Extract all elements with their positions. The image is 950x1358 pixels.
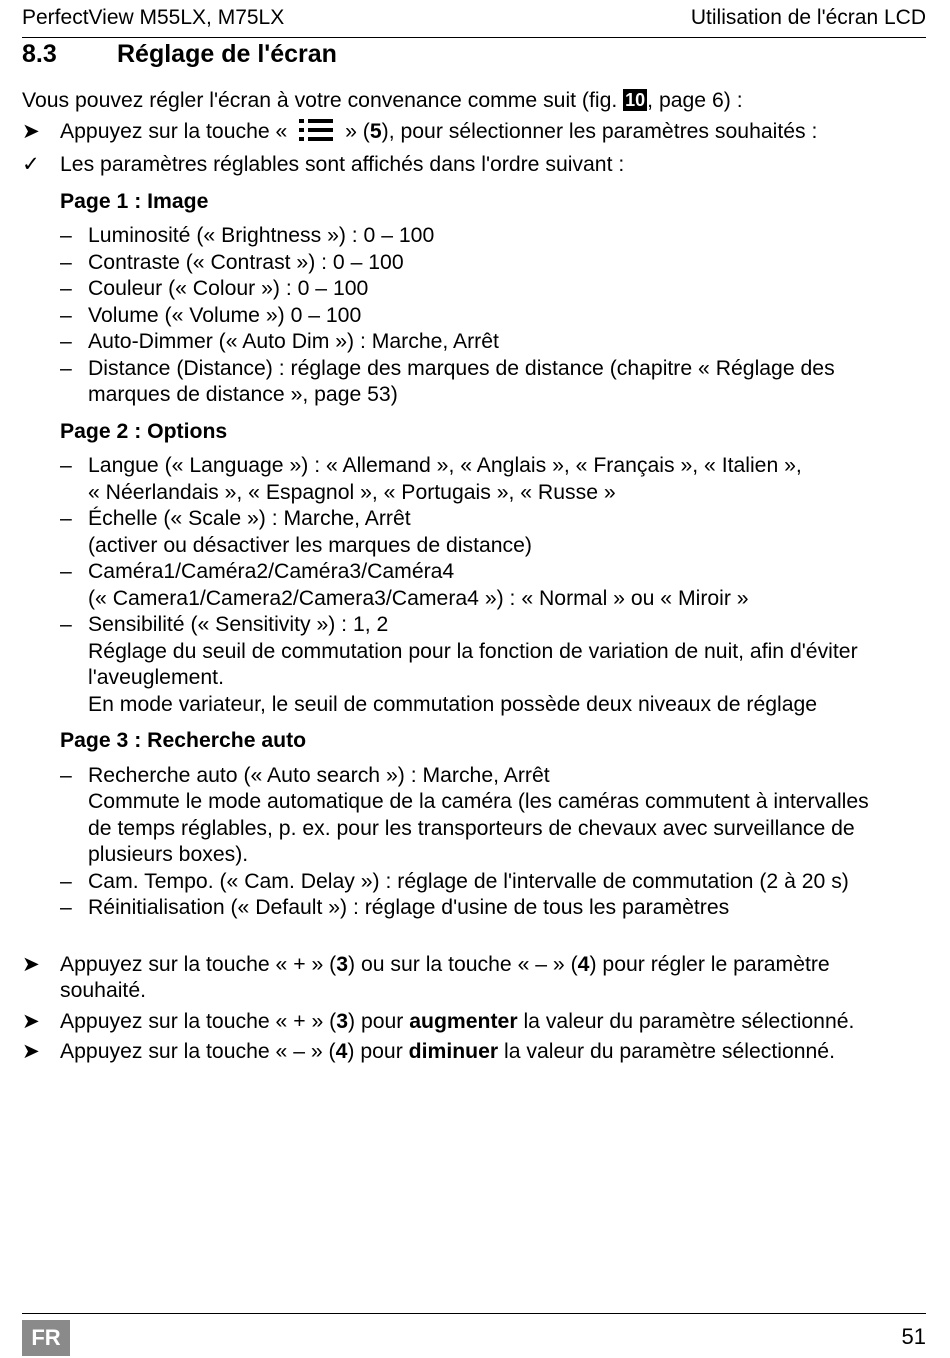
list-item: – Volume (« Volume ») 0 – 100 [60,303,362,327]
arrow-marker-icon: ➤ [22,119,40,143]
page-header [22,4,926,38]
step-increase: ➤ Appuyez sur la touche « + » (3) pour augmenter la valeur du paramètre sélectionné. [22,1009,928,1036]
step-adjust: ➤ Appuyez sur la touche « + » (3) ou sur la touche « – » (4) pour régler le paramètre souhaité. [22,952,830,1002]
section-title: Réglage de l'écran [117,40,337,68]
step-text: » ( [339,119,370,143]
list-item: – Réinitialisation (« Default ») : réglage d'usine de tous les paramètres [60,896,730,919]
page-number: 51 [901,1324,926,1349]
list-item: – Cam. Tempo. (« Cam. Delay ») : réglage de l'intervalle de commutation (2 à 20 s) [60,869,849,893]
header-product: PerfectView M55LX, M75LX [22,6,285,29]
arrow-marker-icon: ➤ [22,1040,40,1063]
list-item: – Auto-Dimmer (« Auto Dim ») : Marche, Arrêt [60,330,499,353]
step-select [22,119,928,149]
list-item: – Recherche auto (« Auto search ») : Marche, Arrêt [60,763,550,787]
list-item: – Couleur (« Colour ») : 0 – 100 [60,277,369,300]
section-number: 8.3 [22,40,57,68]
list-item: – Luminosité (« Brightness ») : 0 – 100 [60,224,435,247]
step-text: ), pour sélectionner les paramètres souhaités : [381,119,818,143]
list-item: – Caméra1/Caméra2/Caméra3/Caméra4 [60,560,455,583]
section-heading [22,40,337,69]
step-decrease: ➤ Appuyez sur la touche « – » (4) pour diminuer la valeur du paramètre sélectionné. [22,1039,928,1066]
result-text: Les paramètres réglables sont affichés dans l'ordre suivant : [60,153,625,176]
intro-paragraph [22,88,928,115]
list-item-continuation: Commute le mode automatique de la caméra (les caméras commutent à intervalles [88,790,869,813]
checkmark-icon: ✓ [22,153,40,176]
intro-text: Vous pouvez régler l'écran à votre convenance comme suit (fig. [22,89,624,112]
figure-ref-badge: 10 [625,90,646,110]
header-chapter: Utilisation de l'écran LCD [690,6,926,29]
page-footer [22,1313,926,1358]
list-item-continuation: marques de distance », page 53) [88,383,398,406]
list-item-continuation: (activer ou désactiver les marques de distance) [88,533,532,557]
page2-heading: Page 2 : Options [60,419,228,443]
list-item-continuation: l'aveuglement. [88,666,224,689]
language-tab: FR [22,1320,70,1356]
arrow-marker-icon: ➤ [22,1009,40,1033]
body-content [22,88,928,1066]
list-item-continuation: En mode variateur, le seuil de commutation possède deux niveaux de réglage [88,692,818,716]
step-text: Appuyez sur la touche « [60,119,294,143]
result-line [22,152,928,179]
key-ref: 5 [369,119,382,143]
list-item-continuation: Réglage du seuil de commutation pour la fonction de variation de nuit, afin d'éviter [88,639,858,663]
list-item: – Contraste (« Contrast ») : 0 – 100 [60,250,404,274]
list-item: – Langue (« Language ») : « Allemand », « Anglais », « Français », « Italien », [60,454,802,477]
list-item: – Distance (Distance) : réglage des marques de distance (chapitre « Réglage des [60,356,835,380]
arrow-marker-icon: ➤ [22,952,40,976]
intro-text-end: , page 6) : [647,89,743,112]
menu-list-icon [297,119,335,149]
page1-heading: Page 1 : Image [60,189,209,213]
page3-heading: Page 3 : Recherche auto [60,729,307,752]
list-item: – Sensibilité (« Sensitivity ») : 1, 2 [60,613,389,636]
list-item-continuation: (« Camera1/Camera2/Camera3/Camera4 ») : « Normal » ou « Miroir » [88,586,749,610]
list-item-continuation: plusieurs boxes). [88,843,249,866]
list-item-continuation: « Néerlandais », « Espagnol », « Portugais », « Russe » [88,480,616,504]
list-item: – Échelle (« Scale ») : Marche, Arrêt [60,507,411,530]
list-item-continuation: de temps réglables, p. ex. pour les transporteurs de chevaux avec surveillance de [88,816,855,840]
